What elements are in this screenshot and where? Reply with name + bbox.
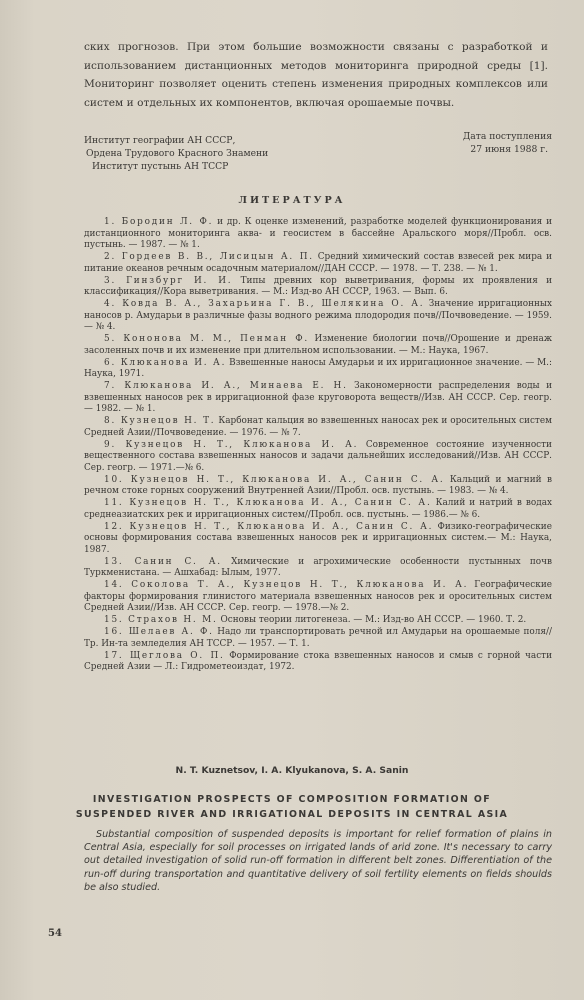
reference-item (84, 627, 552, 650)
reference-item (84, 580, 552, 615)
reference-text: Средний химический состав взвесей рек мира и питание океанов речным осадочным материалом//ДАН СССР. — 1978. — Т. 238. — № 1. (84, 252, 552, 274)
reference-item (84, 557, 552, 580)
affiliation-block (84, 134, 268, 174)
reference-item (84, 252, 552, 275)
reference-text: Химические и агрохимические особенности пустынных почв Туркменистана. — Ашхабад: Ылым, 1977. (84, 556, 552, 578)
reference-item (84, 217, 552, 252)
reference-author: 15. Страхов Н. М. (104, 615, 218, 625)
reference-author: 5. Кононова М. М., Пенман Ф. (104, 334, 309, 344)
reference-author: 14. Соколова Т. А., Кузнецов Н. Т., Клюканова И. А. (104, 580, 469, 590)
reference-text: Изменение биологии почв//Орошение и дренаж засоленных почв и их изменение при длительном использовании. — М.: Наука, 1967. (84, 334, 552, 356)
reference-author: 17. Щеглова О. П. (104, 650, 225, 661)
reference-author: 6. Клюканова И. А. (104, 357, 227, 368)
reference-author: 4. Ковда В. А., Захарьина Г. В., Шелякина О. А. (104, 299, 425, 309)
reference-author: 9. Кузнецов Н. Т., Клюканова И. А. (104, 439, 359, 450)
reference-text: Взвешенные наносы Амударьи и их ирригационное значение. — М.: Наука, 1971. (84, 357, 552, 379)
reference-author: 16. Шелаев А. Ф. (104, 627, 214, 637)
reference-author: 11. Кузнецов Н. Т., Клюканова И. А., Санин С. А. (104, 498, 432, 508)
received-date: 27 июня 1988 г. (470, 144, 548, 155)
reference-author: 12. Кузнецов Н. Т., Клюканова И. А., Санин С. А. (104, 521, 434, 532)
reference-author: 3. Гинзбург И. И. (104, 275, 233, 286)
reference-item (84, 615, 552, 627)
english-title-line: INVESTIGATION PROSPECTS OF COMPOSITION FORMATION OF (92, 794, 492, 805)
reference-item (84, 475, 552, 498)
reference-author: 7. Клюканова И. А., Минаева Е. Н. (104, 381, 348, 391)
reference-text: и др. К оценке изменений, разработке моделей функционирования и дистанционного мониторинга аква- и геосистем в бассейне Аральского моря//Пробл. осв. пустынь. — 1987. — № 1. (84, 217, 552, 250)
reference-text: Географические факторы формирования глинистого материала взвешенных наносов рек и оросительных систем Средней Азии//Изв. АН СССР. Сер. геогр. — 1978.—№ 2. (84, 580, 552, 613)
affiliation-line: Институт географии АН СССР, (84, 135, 236, 146)
affiliation-line: Ордена Трудового Красного Знамени (86, 148, 269, 160)
page-number: 54 (48, 928, 62, 939)
english-authors: N. T. Kuznetsov, I. A. Klyukanova, S. A. Sanin (175, 765, 409, 776)
reference-item (84, 299, 552, 334)
reference-text: Карбонат кальция во взвешенных наносах рек и оросительных систем Средней Азии//Почвоведение. — 1976. — № 7. (84, 416, 552, 438)
reference-item (84, 440, 552, 475)
reference-author: 2. Гордеев В. В., Лисицын А. П. (104, 252, 314, 262)
reference-text: Калий и натрий в водах среднеазиатских рек и ирригационных систем//Пробл. осв. пустынь. — 1986.— № 6. (84, 498, 552, 520)
reference-text: Основы теории литогенеза. — М.: Изд-во АН СССР. — 1960. Т. 2. (217, 615, 527, 625)
reference-author: 10. Кузнецов Н. Т., Клюканова И. А., Санин С. А. (104, 474, 445, 485)
english-abstract: Substantial composition of suspended deposits is important for relief formation of plains in Central Asia, especially for soil processes on irrigated lands of arid zone. It's necessary to carry out detailed investigation of solid run-off formation in different belt zones. Differentiation of the run-off during transportation and quantitative delivery of soil fertility elements on fields shoulds be also studied. (84, 829, 552, 893)
received-date-block (426, 130, 552, 156)
english-title-line: SUSPENDED RIVER AND IRRIGATIONAL DEPOSITS IN CENTRAL ASIA (75, 808, 509, 820)
reference-item (84, 334, 552, 357)
reference-item (84, 522, 552, 557)
reference-item (84, 651, 552, 674)
english-title (0, 793, 584, 822)
reference-text: Физико-географические основы формирования состава взвешенных наносов рек и ирригационных систем.— М.: Наука, 1987. (84, 521, 552, 555)
received-label: Дата поступления (462, 131, 552, 142)
reference-item (84, 276, 552, 299)
reference-item (84, 381, 552, 416)
intro-paragraph (84, 38, 548, 112)
reference-text: Кальций и магний в речном стоке горных сооружений Внутренней Азии//Пробл. осв. пустынь. — 1983. — № 4. (84, 474, 552, 496)
reference-item (84, 416, 552, 439)
reference-text: Значение ирригационных наносов р. Амударьи в различные фазы водного режима плодородия почв//Почвоведение. — 1959. — № 4. (84, 299, 552, 332)
reference-item (84, 358, 552, 381)
references-list (84, 217, 552, 674)
reference-text: Формирование стока взвешенных наносов и смыв с горной части Средней Азии — Л.: Гидрометеоиздат, 1972. (84, 650, 552, 672)
reference-text: Современное состояние изученности вещественного состава взвешенных наносов и задачи дальнейших исследований//Изв. АН СССР. Сер. геогр. — 1971.—№ 6. (84, 439, 552, 473)
reference-author: 8. Кузнецов Н. Т. (104, 416, 216, 426)
reference-text: Надо ли транспортировать речной ил Амударьи на орошаемые поля//Тр. Ин-та земледелия АН ТССР. — 1957. — Т. 1. (84, 627, 552, 649)
reference-text: Закономерности распределения воды и взвешенных наносов рек в ирригационной фазе круговорота веществ//Изв. АН СССР. Сер. геогр. — 1982. — № 1. (84, 381, 552, 414)
reference-author: 13. Санин С. А. (104, 556, 222, 567)
reference-author: 1. Бородин Л. Ф. (104, 217, 214, 227)
reference-text: Типы древних кор выветривания, формы их проявления и классификация//Кора выветривания. — М.: Изд-во АН СССР, 1963. — Вып. 6. (84, 275, 552, 297)
affiliation-line: Институт пустынь АН ТССР (92, 161, 229, 173)
intro-text: ских прогнозов. При этом большие возможности связаны с разработкой и использованием дистанционных методов мониторинга природной среды [1]. Мониторинг позволяет оценить степень изменения природных комплексов или систем и отдельных их компонентов, включая орошаемые почвы. (84, 41, 548, 109)
reference-item (84, 498, 552, 521)
references-heading: ЛИТЕРАТУРА (238, 195, 346, 206)
